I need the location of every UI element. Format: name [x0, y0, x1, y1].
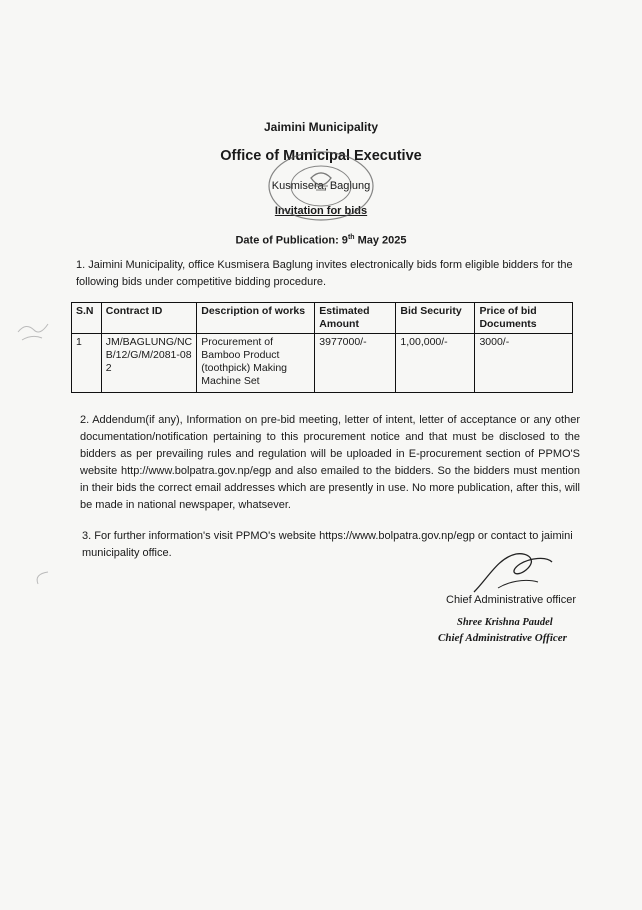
header-bid-security: Bid Security: [396, 303, 475, 334]
scan-mark: [28, 568, 52, 588]
paragraph-addendum: 2. Addendum(if any), Information on pre-bid meeting, letter of intent, letter of acceptance or any other documentation/notification pertaining to this procurement notice and that must be disclosed to the bidders as per prevailing rules and regulation will be uploaded in E-procurement section of PPMO'S website http://www.bolpatra.gov.np/egp and also emailed to the bidders. So the bidders must mention in their bids the correct email addresses which are presently in use. No more publication, after this, will be made in national newspaper, whatsever.: [80, 414, 580, 511]
signatory-designation-stamp: Chief Administrative Officer: [438, 632, 567, 644]
header-estimated-amount: Estimated Amount: [315, 303, 396, 334]
publication-date: Date of Publication: 9th May 2025: [235, 234, 407, 247]
cell-sn: 1: [72, 334, 102, 393]
table-row: [72, 334, 573, 393]
organization-name: Jaimini Municipality: [263, 120, 379, 134]
cell-description: Procurement of Bamboo Product (toothpick) Making Machine Set: [197, 334, 315, 393]
cell-bid-security: 1,00,000/-: [396, 334, 475, 393]
office-location: Kusmisera, Baglung: [271, 180, 371, 192]
handwritten-signature: [468, 548, 558, 598]
paragraph-contact: 3. For further information's visit PPMO's website https://www.bolpatra.gov.np/egp or contact to jaimini municipality office.: [82, 530, 573, 559]
bid-table: [71, 302, 573, 393]
cell-contract-id: JM/BAGLUNG/NCB/12/G/M/2081-082: [101, 334, 196, 393]
cell-estimated-amount: 3977000/-: [315, 334, 396, 393]
header-price-of-bid-documents: Price of bid Documents: [475, 303, 573, 334]
bid-table-header-row: [72, 303, 573, 334]
municipal-stamp: [256, 148, 386, 224]
scan-mark: [14, 318, 54, 344]
header-description: Description of works: [197, 303, 315, 334]
signatory-title: Chief Administrative officer: [446, 594, 577, 606]
signatory-name-stamp: Shree Krishna Paudel: [457, 617, 553, 628]
header-sn: S.N: [72, 303, 102, 334]
header-contract-id: Contract ID: [101, 303, 196, 334]
notice-title: Invitation for bids: [274, 205, 368, 217]
office-name: Office of Municipal Executive: [220, 148, 422, 164]
cell-price-of-bid-documents: 3000/-: [475, 334, 573, 393]
paragraph-invitation: 1. Jaimini Municipality, office Kusmisera Baglung invites electronically bids form eligible bidders for the following bids under competitive bidding procedure.: [76, 259, 573, 288]
